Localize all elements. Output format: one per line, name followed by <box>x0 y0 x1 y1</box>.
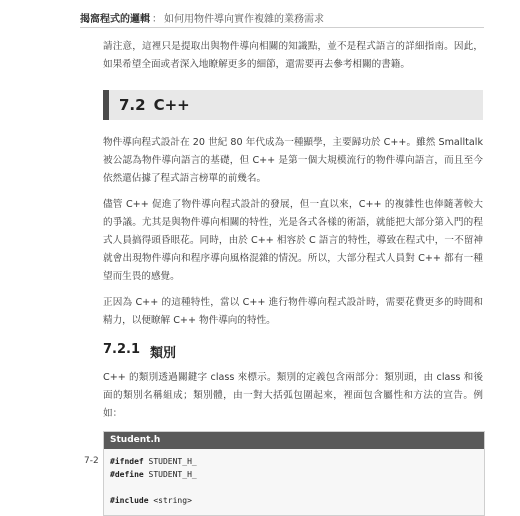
code-keyword: #define <box>110 470 144 479</box>
subsection-paragraph: C++ 的類別透過關鍵字 class 來標示。類別的定義包含兩部分：類別頭，由 class 和後面的類別名稱組成；類別體，由一對大括弧包圍起來，裡面包含屬性和方法的宣告。例如： <box>103 372 483 419</box>
code-line <box>110 455 478 468</box>
code-line <box>110 494 478 507</box>
book-title: 揭窩程式的邏輯 <box>80 14 150 25</box>
section-number: 7.2 <box>119 96 146 114</box>
code-line <box>110 481 478 494</box>
body-paragraph: 正因為 C++ 的這種特性，當以 C++ 進行物件導向程式設計時，需要花費更多的時間和精力，以便瞭解 C++ 物件導向的特性。 <box>103 297 483 326</box>
page-content <box>103 38 483 516</box>
header-divider <box>80 27 484 28</box>
code-filename: Student.h <box>104 432 484 449</box>
intro-paragraph: 請注意，這裡只是提取出與物件導向相關的知識點，並不是程式語言的詳細指南。因此，如果希望全面或者深入地瞭解更多的細節，還需要再去參考相關的書籍。 <box>103 41 483 70</box>
body-paragraph: 儘管 C++ 促進了物件導向程式設計的發展，但一直以來，C++ 的複雜性也俸隨著較大的爭議。尤其是與物件導向相關的特性，光是各式各樣的術語，就能把大部分第入門的程式人員搞得頭昏眼花。同時，由於 C++ 相容於 C 語言的特性，導致在程式中，一不留神就會出現物件導向和程序導向風格混雜的情況。所以，大部分程式人員對 C++ 都有一種望而生畏的感覺。 <box>103 199 483 282</box>
section-title: C++ <box>153 96 190 114</box>
code-listing <box>103 431 485 516</box>
running-header <box>80 10 324 25</box>
section-heading <box>103 90 483 120</box>
code-body <box>104 449 484 515</box>
page-number: 7-2 <box>84 456 99 466</box>
body-paragraph: 物件導向程式設計在 20 世紀 80 年代成為一種顯學，主要歸功於 C++。雖然 Smalltalk 被公認為物件導向語言的基礎，但 C++ 是第一個大規模流行的物件導向語言，而且至今依然還佔據了程式語言榜單的前幾名。 <box>103 137 483 184</box>
code-text: STUDENT_H_ <box>143 470 197 479</box>
subsection-heading <box>103 342 483 361</box>
code-text: STUDENT_H_ <box>143 457 197 466</box>
code-text: <string> <box>148 496 192 505</box>
header-separator: ： <box>152 14 162 25</box>
subsection-number: 7.2.1 <box>103 342 141 357</box>
chapter-subtitle: 如何用物件導向實作複雜的業務需求 <box>164 14 324 25</box>
code-keyword: #include <box>110 496 149 505</box>
subsection-title: 類別 <box>150 346 177 361</box>
code-line <box>110 468 478 481</box>
code-keyword: #ifndef <box>110 457 144 466</box>
